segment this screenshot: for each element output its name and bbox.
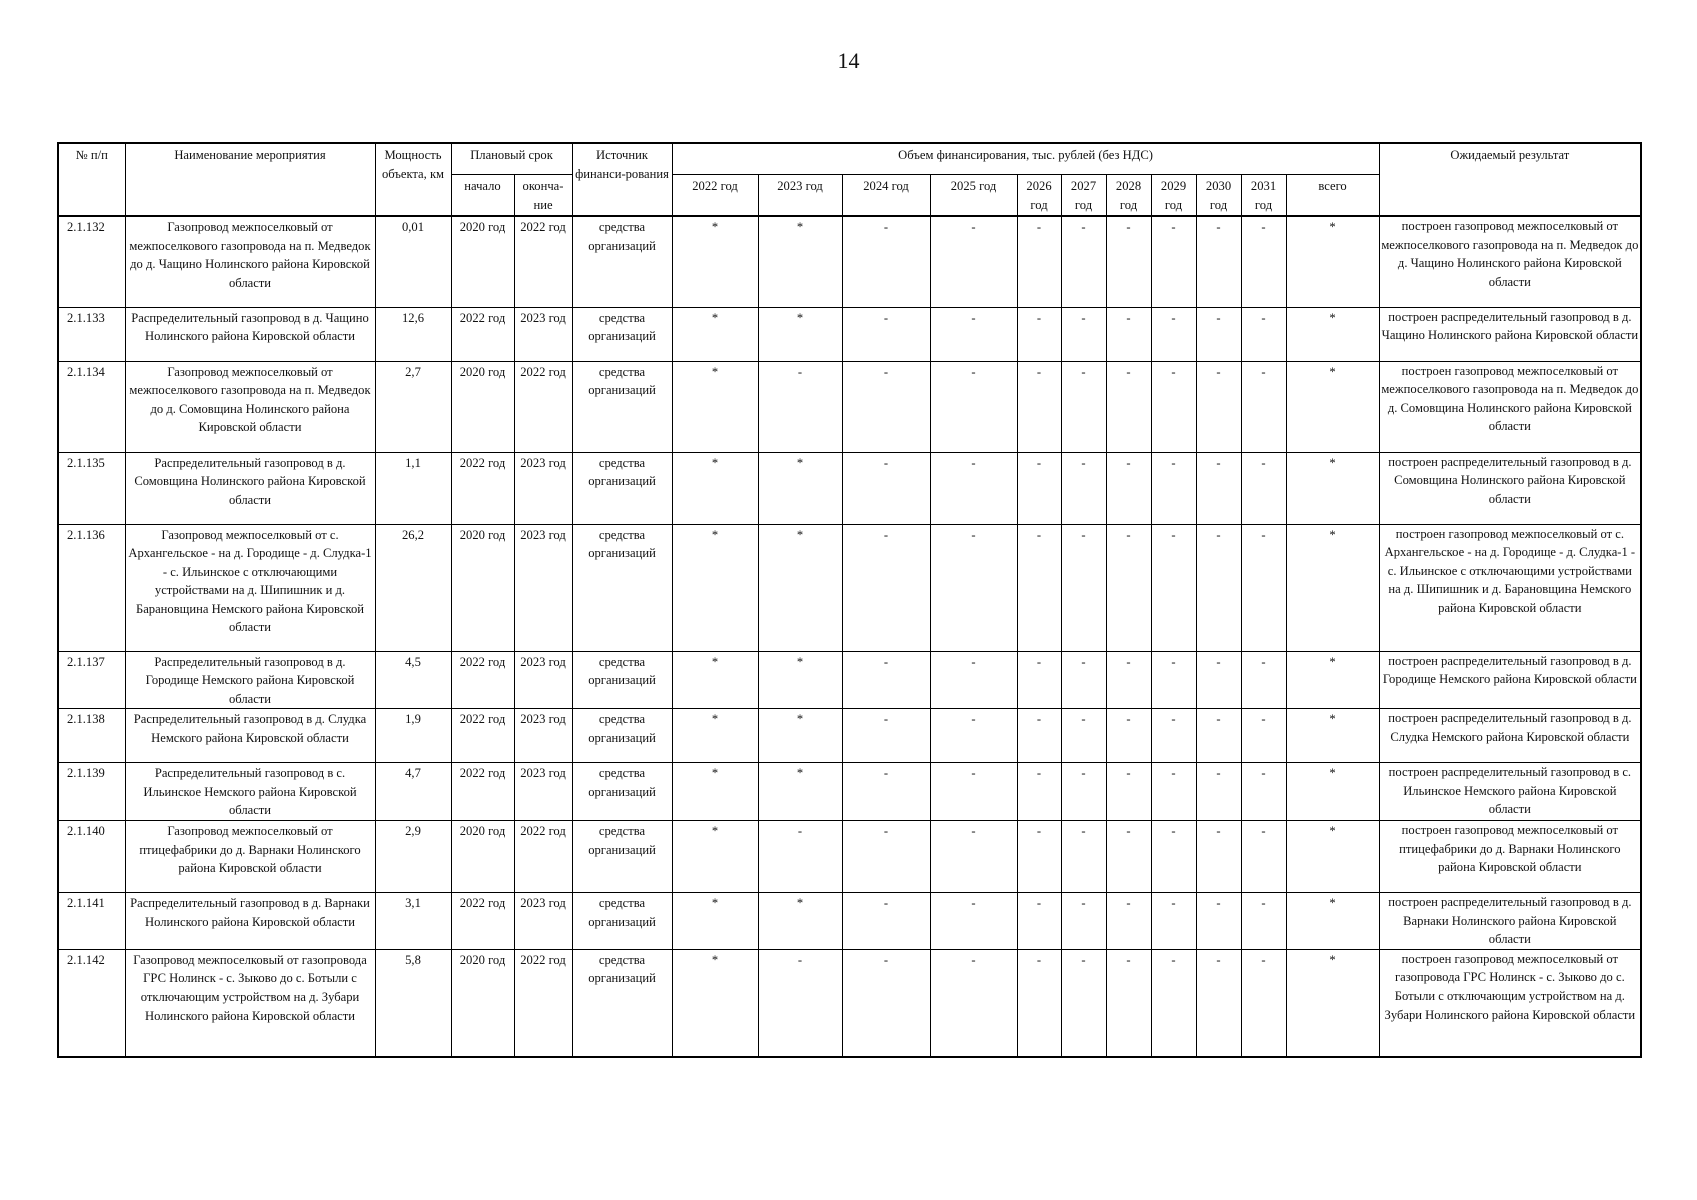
plan-end: 2023 год xyxy=(514,709,572,763)
funding-source: средства организаций xyxy=(572,821,672,893)
funding-value: - xyxy=(842,893,930,950)
funding-value: * xyxy=(672,821,758,893)
plan-end: 2022 год xyxy=(514,361,572,452)
table-row xyxy=(58,821,1641,893)
expected-result: построен распределительный газопровод в д. Городище Немского района Кировской области xyxy=(1379,651,1641,709)
funding-value: - xyxy=(1106,893,1151,950)
row-number: 2.1.133 xyxy=(58,307,125,361)
funding-total: * xyxy=(1286,821,1379,893)
header-term: Плановый срок xyxy=(451,143,572,175)
expected-result: построен газопровод межпоселковый от с. Архангельское - на д. Городище - д. Слудка-1 - с. Ильинское с отключающими устройствами на д. Шипишник и д. Барановщина Немского района Кировской области xyxy=(1379,524,1641,651)
funding-source: средства организаций xyxy=(572,709,672,763)
event-name: Газопровод межпоселковый от с. Архангельское - на д. Городище - д. Слудка-1 - с. Ильинское с отключающими устройствами на д. Шипишник и д. Барановщина Немского района Кировской области xyxy=(125,524,375,651)
table-body xyxy=(58,216,1641,1057)
event-name: Газопровод межпоселковый от птицефабрики до д. Варнаки Нолинского района Кировской области xyxy=(125,821,375,893)
funding-value: - xyxy=(842,821,930,893)
table-row xyxy=(58,216,1641,307)
funding-value: - xyxy=(842,709,930,763)
funding-value: - xyxy=(1241,893,1286,950)
header-source: Источник финанси-рования xyxy=(572,143,672,216)
expected-result: построен распределительный газопровод в с. Ильинское Немского района Кировской области xyxy=(1379,763,1641,821)
row-number: 2.1.132 xyxy=(58,216,125,307)
header-name: Наименование мероприятия xyxy=(125,143,375,216)
header-total: всего xyxy=(1286,175,1379,217)
row-number: 2.1.135 xyxy=(58,452,125,524)
funding-value: - xyxy=(1241,651,1286,709)
funding-value: - xyxy=(1061,361,1106,452)
funding-value: - xyxy=(1196,949,1241,1057)
funding-value: - xyxy=(1017,709,1061,763)
event-name: Распределительный газопровод в д. Варнаки Нолинского района Кировской области xyxy=(125,893,375,950)
funding-value: - xyxy=(1241,949,1286,1057)
funding-value: - xyxy=(1196,821,1241,893)
object-power: 4,7 xyxy=(375,763,451,821)
funding-total: * xyxy=(1286,893,1379,950)
object-power: 1,9 xyxy=(375,709,451,763)
header-num: № п/п xyxy=(58,143,125,216)
funding-value: - xyxy=(1106,216,1151,307)
plan-end: 2023 год xyxy=(514,524,572,651)
funding-value: - xyxy=(1017,893,1061,950)
funding-value: - xyxy=(1241,216,1286,307)
funding-total: * xyxy=(1286,763,1379,821)
event-name: Распределительный газопровод в д. Чащино Нолинского района Кировской области xyxy=(125,307,375,361)
expected-result: построен газопровод межпоселковый от газопровода ГРС Нолинск - с. Зыково до с. Ботыли с отключающим устройством на д. Зубари Нолинского района Кировской области xyxy=(1379,949,1641,1057)
object-power: 2,7 xyxy=(375,361,451,452)
funding-value: * xyxy=(672,216,758,307)
funding-value: - xyxy=(842,524,930,651)
header-result: Ожидаемый результат xyxy=(1379,143,1641,216)
plan-start: 2022 год xyxy=(451,893,514,950)
header-year: 2023 год xyxy=(758,175,842,217)
funding-value: - xyxy=(1241,709,1286,763)
funding-value: - xyxy=(1061,524,1106,651)
funding-value: - xyxy=(930,452,1017,524)
event-name: Распределительный газопровод в д. Городище Немского района Кировской области xyxy=(125,651,375,709)
funding-value: - xyxy=(1151,949,1196,1057)
funding-value: - xyxy=(1061,763,1106,821)
funding-value: - xyxy=(930,763,1017,821)
table-row xyxy=(58,524,1641,651)
funding-value: - xyxy=(1106,524,1151,651)
funding-total: * xyxy=(1286,709,1379,763)
funding-source: средства организаций xyxy=(572,893,672,950)
funding-value: - xyxy=(1061,821,1106,893)
header-year: 2030 год xyxy=(1196,175,1241,217)
expected-result: построен газопровод межпоселковый от птицефабрики до д. Варнаки Нолинского района Кировской области xyxy=(1379,821,1641,893)
object-power: 1,1 xyxy=(375,452,451,524)
row-number: 2.1.139 xyxy=(58,763,125,821)
funding-value: - xyxy=(1151,216,1196,307)
funding-value: - xyxy=(1061,709,1106,763)
funding-value: - xyxy=(1151,524,1196,651)
header-year: 2029 год xyxy=(1151,175,1196,217)
funding-value: * xyxy=(672,949,758,1057)
funding-value: - xyxy=(1017,452,1061,524)
funding-total: * xyxy=(1286,307,1379,361)
plan-start: 2022 год xyxy=(451,763,514,821)
expected-result: построен распределительный газопровод в д. Варнаки Нолинского района Кировской области xyxy=(1379,893,1641,950)
funding-total: * xyxy=(1286,452,1379,524)
funding-source: средства организаций xyxy=(572,949,672,1057)
funding-value: - xyxy=(842,949,930,1057)
funding-value: - xyxy=(930,216,1017,307)
plan-start: 2020 год xyxy=(451,949,514,1057)
plan-end: 2022 год xyxy=(514,949,572,1057)
header-funding: Объем финансирования, тыс. рублей (без НДС) xyxy=(672,143,1379,175)
funding-value: - xyxy=(1106,307,1151,361)
plan-end: 2022 год xyxy=(514,821,572,893)
funding-value: * xyxy=(758,709,842,763)
object-power: 2,9 xyxy=(375,821,451,893)
funding-value: - xyxy=(1241,452,1286,524)
funding-value: - xyxy=(1106,821,1151,893)
funding-value: - xyxy=(1061,651,1106,709)
funding-value: - xyxy=(1017,821,1061,893)
plan-end: 2023 год xyxy=(514,307,572,361)
plan-start: 2022 год xyxy=(451,307,514,361)
funding-value: - xyxy=(1017,651,1061,709)
funding-value: - xyxy=(1106,651,1151,709)
funding-value: * xyxy=(758,524,842,651)
funding-total: * xyxy=(1286,651,1379,709)
funding-value: - xyxy=(842,361,930,452)
funding-value: * xyxy=(672,763,758,821)
funding-source: средства организаций xyxy=(572,524,672,651)
table-row xyxy=(58,452,1641,524)
event-name: Газопровод межпоселковый от межпоселкового газопровода на п. Медведок до д. Сомовщина Нолинского района Кировской области xyxy=(125,361,375,452)
table-row xyxy=(58,307,1641,361)
funding-value: - xyxy=(1106,452,1151,524)
funding-value: * xyxy=(672,361,758,452)
funding-value: - xyxy=(1106,709,1151,763)
funding-value: - xyxy=(1241,763,1286,821)
funding-value: - xyxy=(1151,893,1196,950)
plan-end: 2022 год xyxy=(514,216,572,307)
row-number: 2.1.141 xyxy=(58,893,125,950)
funding-value: * xyxy=(672,651,758,709)
funding-value: - xyxy=(930,893,1017,950)
funding-value: - xyxy=(1151,821,1196,893)
funding-total: * xyxy=(1286,216,1379,307)
funding-value: - xyxy=(930,821,1017,893)
funding-value: - xyxy=(1196,452,1241,524)
plan-end: 2023 год xyxy=(514,763,572,821)
event-name: Газопровод межпоселковый от газопровода ГРС Нолинск - с. Зыково до с. Ботыли с отключающим устройством на д. Зубари Нолинского района Кировской области xyxy=(125,949,375,1057)
object-power: 12,6 xyxy=(375,307,451,361)
header-power: Мощность объекта, км xyxy=(375,143,451,216)
funding-value: * xyxy=(672,709,758,763)
funding-value: - xyxy=(1061,949,1106,1057)
funding-value: * xyxy=(672,524,758,651)
funding-value: - xyxy=(1106,361,1151,452)
row-number: 2.1.137 xyxy=(58,651,125,709)
table-row xyxy=(58,709,1641,763)
table-row xyxy=(58,651,1641,709)
funding-value: - xyxy=(930,651,1017,709)
funding-value: - xyxy=(842,307,930,361)
funding-value: - xyxy=(1017,524,1061,651)
header-year: 2027 год xyxy=(1061,175,1106,217)
funding-value: - xyxy=(930,949,1017,1057)
plan-start: 2020 год xyxy=(451,821,514,893)
funding-value: - xyxy=(930,524,1017,651)
funding-source: средства организаций xyxy=(572,452,672,524)
funding-value: * xyxy=(758,893,842,950)
funding-value: - xyxy=(842,763,930,821)
funding-plan-table xyxy=(57,142,1642,1058)
funding-value: * xyxy=(672,893,758,950)
funding-value: - xyxy=(1061,452,1106,524)
funding-value: - xyxy=(1196,361,1241,452)
plan-start: 2020 год xyxy=(451,216,514,307)
event-name: Газопровод межпоселковый от межпоселкового газопровода на п. Медведок до д. Чащино Нолинского района Кировской области xyxy=(125,216,375,307)
funding-value: - xyxy=(1151,361,1196,452)
funding-total: * xyxy=(1286,524,1379,651)
event-name: Распределительный газопровод в с. Ильинское Немского района Кировской области xyxy=(125,763,375,821)
expected-result: построен распределительный газопровод в д. Чащино Нолинского района Кировской области xyxy=(1379,307,1641,361)
funding-value: - xyxy=(1017,307,1061,361)
funding-value: * xyxy=(758,651,842,709)
funding-value: - xyxy=(1241,821,1286,893)
expected-result: построен распределительный газопровод в д. Слудка Немского района Кировской области xyxy=(1379,709,1641,763)
object-power: 5,8 xyxy=(375,949,451,1057)
table-row xyxy=(58,949,1641,1057)
funding-value: - xyxy=(1017,216,1061,307)
plan-end: 2023 год xyxy=(514,893,572,950)
funding-value: - xyxy=(1241,524,1286,651)
funding-value: * xyxy=(758,216,842,307)
plan-start: 2020 год xyxy=(451,361,514,452)
funding-value: - xyxy=(1196,524,1241,651)
funding-value: - xyxy=(1017,763,1061,821)
object-power: 0,01 xyxy=(375,216,451,307)
funding-value: - xyxy=(930,709,1017,763)
header-end: оконча-ние xyxy=(514,175,572,217)
funding-value: * xyxy=(758,452,842,524)
page-number: 14 xyxy=(837,48,860,73)
row-number: 2.1.138 xyxy=(58,709,125,763)
funding-value: - xyxy=(842,216,930,307)
row-number: 2.1.134 xyxy=(58,361,125,452)
plan-start: 2020 год xyxy=(451,524,514,651)
funding-value: - xyxy=(1106,763,1151,821)
table-header xyxy=(58,143,1641,216)
object-power: 26,2 xyxy=(375,524,451,651)
header-start: начало xyxy=(451,175,514,217)
expected-result: построен газопровод межпоселковый от межпоселкового газопровода на п. Медведок до д. Чащино Нолинского района Кировской области xyxy=(1379,216,1641,307)
funding-value: - xyxy=(758,361,842,452)
funding-value: - xyxy=(1106,949,1151,1057)
funding-value: * xyxy=(758,307,842,361)
funding-source: средства организаций xyxy=(572,361,672,452)
funding-value: - xyxy=(1061,216,1106,307)
funding-value: - xyxy=(1017,949,1061,1057)
object-power: 4,5 xyxy=(375,651,451,709)
funding-value: - xyxy=(930,307,1017,361)
table-row xyxy=(58,763,1641,821)
plan-start: 2022 год xyxy=(451,452,514,524)
funding-value: - xyxy=(1196,651,1241,709)
funding-value: * xyxy=(672,307,758,361)
funding-source: средства организаций xyxy=(572,307,672,361)
funding-total: * xyxy=(1286,949,1379,1057)
funding-value: - xyxy=(1017,361,1061,452)
funding-total: * xyxy=(1286,361,1379,452)
object-power: 3,1 xyxy=(375,893,451,950)
header-year: 2026 год xyxy=(1017,175,1061,217)
funding-source: средства организаций xyxy=(572,216,672,307)
funding-value: * xyxy=(758,763,842,821)
table-row xyxy=(58,361,1641,452)
funding-value: - xyxy=(1241,361,1286,452)
funding-value: - xyxy=(1241,307,1286,361)
funding-value: - xyxy=(842,651,930,709)
expected-result: построен газопровод межпоселковый от межпоселкового газопровода на п. Медведок до д. Сомовщина Нолинского района Кировской области xyxy=(1379,361,1641,452)
header-year: 2022 год xyxy=(672,175,758,217)
funding-value: - xyxy=(758,949,842,1057)
event-name: Распределительный газопровод в д. Слудка Немского района Кировской области xyxy=(125,709,375,763)
funding-value: - xyxy=(1151,709,1196,763)
expected-result: построен распределительный газопровод в д. Сомовщина Нолинского района Кировской области xyxy=(1379,452,1641,524)
funding-source: средства организаций xyxy=(572,763,672,821)
funding-value: - xyxy=(1196,216,1241,307)
table-row xyxy=(58,893,1641,950)
header-year: 2024 год xyxy=(842,175,930,217)
plan-start: 2022 год xyxy=(451,709,514,763)
header-year: 2031 год xyxy=(1241,175,1286,217)
funding-value: - xyxy=(1151,452,1196,524)
funding-value: - xyxy=(1151,651,1196,709)
funding-source: средства организаций xyxy=(572,651,672,709)
funding-value: * xyxy=(672,452,758,524)
plan-start: 2022 год xyxy=(451,651,514,709)
funding-value: - xyxy=(758,821,842,893)
header-year: 2028 год xyxy=(1106,175,1151,217)
funding-value: - xyxy=(1061,307,1106,361)
row-number: 2.1.140 xyxy=(58,821,125,893)
event-name: Распределительный газопровод в д. Сомовщина Нолинского района Кировской области xyxy=(125,452,375,524)
funding-value: - xyxy=(1196,763,1241,821)
funding-value: - xyxy=(1196,709,1241,763)
plan-end: 2023 год xyxy=(514,452,572,524)
funding-value: - xyxy=(1151,307,1196,361)
row-number: 2.1.136 xyxy=(58,524,125,651)
funding-value: - xyxy=(1061,893,1106,950)
plan-end: 2023 год xyxy=(514,651,572,709)
header-year: 2025 год xyxy=(930,175,1017,217)
row-number: 2.1.142 xyxy=(58,949,125,1057)
funding-value: - xyxy=(1196,893,1241,950)
funding-value: - xyxy=(1151,763,1196,821)
funding-value: - xyxy=(930,361,1017,452)
funding-value: - xyxy=(1196,307,1241,361)
funding-value: - xyxy=(842,452,930,524)
